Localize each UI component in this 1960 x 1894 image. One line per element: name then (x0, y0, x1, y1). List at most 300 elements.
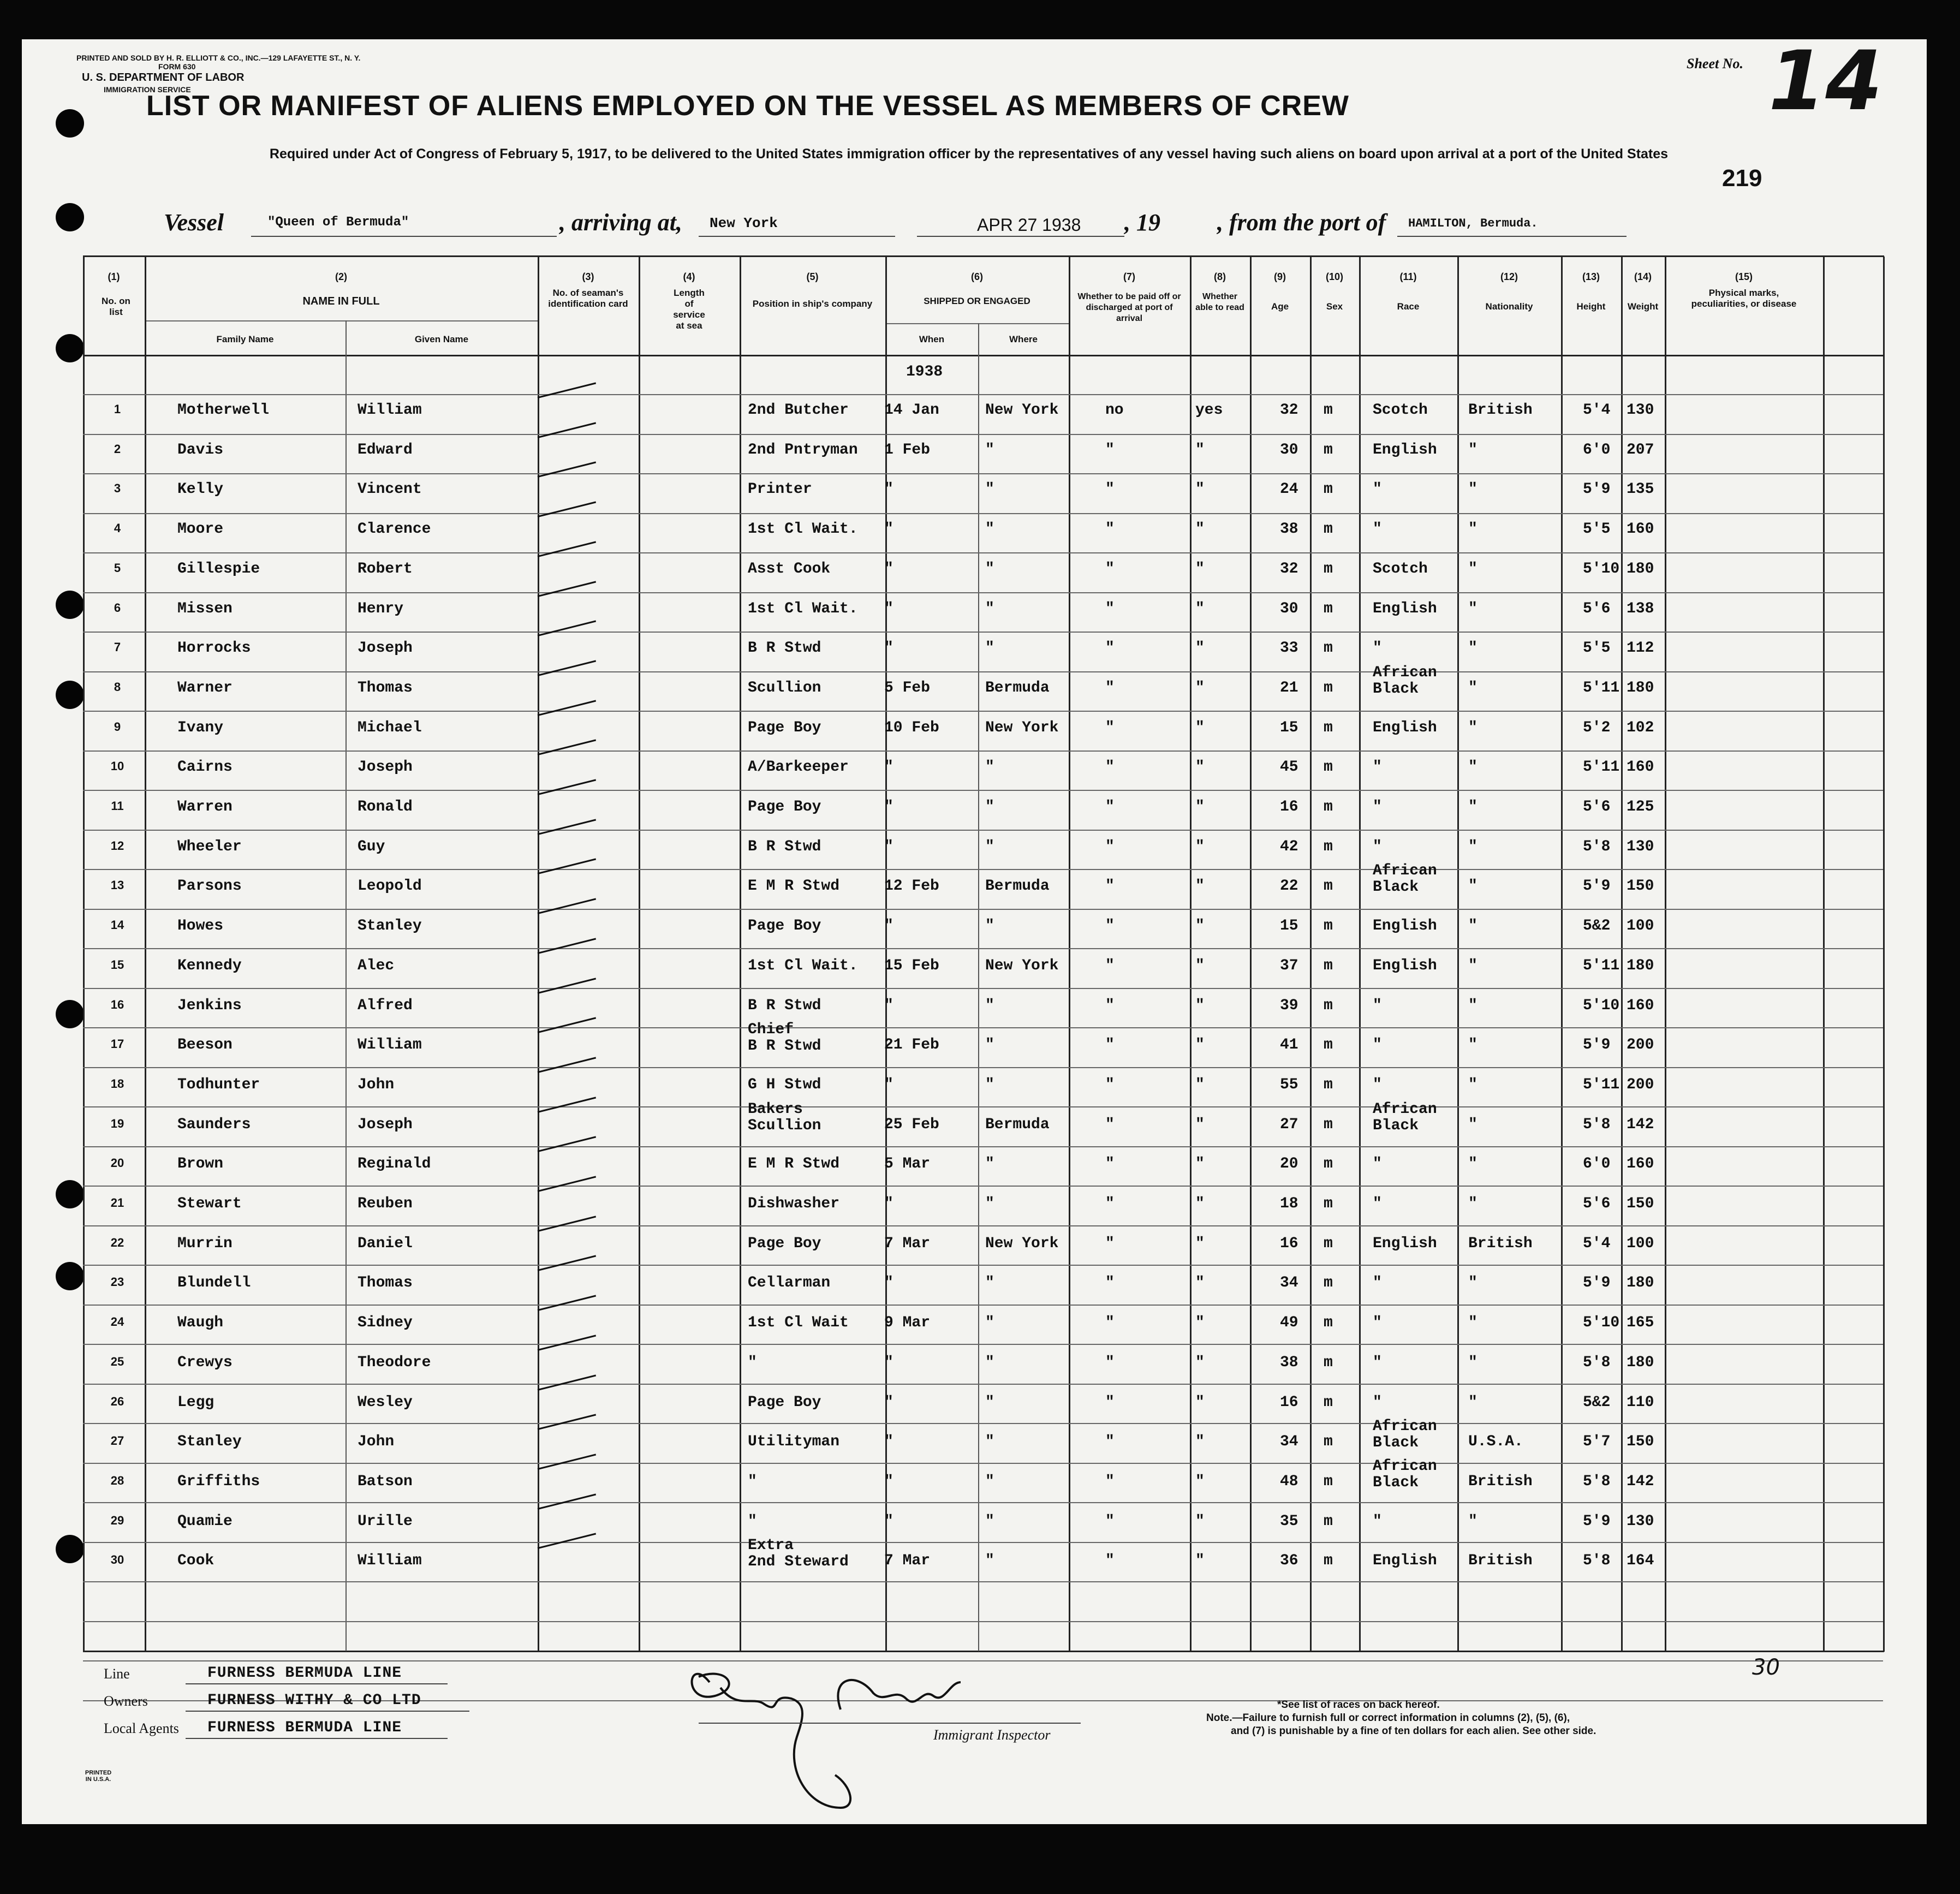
cell-race: " (1373, 1037, 1382, 1054)
tick-mark (538, 462, 596, 478)
cell-weight: 125 (1627, 799, 1654, 815)
cell-age: 35 (1280, 1512, 1298, 1530)
cell-when: 25 Feb (884, 1116, 939, 1133)
cell-given: Joseph (358, 759, 413, 776)
shipped-year: 1938 (906, 364, 943, 380)
cell-family: Parsons (177, 878, 242, 895)
tick-mark (538, 382, 596, 398)
column-rule (1359, 257, 1361, 1652)
cell-height: 6'0 (1583, 441, 1611, 458)
cell-nat: " (1468, 838, 1478, 855)
cell-race: African Black (1373, 1100, 1437, 1134)
column-rule (1069, 257, 1070, 1652)
punch-hole (56, 681, 84, 709)
cell-read: yes (1195, 402, 1223, 419)
cell-race: " (1373, 1156, 1382, 1173)
cell-sex: m (1324, 1274, 1333, 1292)
cell-sex: m (1324, 1354, 1333, 1371)
cell-where: " (985, 600, 994, 617)
cell-sex: m (1324, 640, 1333, 657)
cell-height: 5'9 (1583, 878, 1611, 895)
cell-where: " (985, 1037, 994, 1054)
cell-age: 30 (1280, 441, 1298, 458)
cell-nat: British (1468, 1473, 1533, 1490)
vessel-label: Vessel (164, 209, 224, 236)
col-7-header: Whether to be paid off or discharged at port of arrival (1077, 292, 1181, 323)
tick-mark (538, 1255, 596, 1272)
cell-position: " (748, 1512, 757, 1530)
cell-height: 5'8 (1583, 1552, 1611, 1570)
cell-family: Waugh (177, 1314, 224, 1332)
cell-age: 16 (1280, 1235, 1298, 1252)
cell-sex: m (1324, 481, 1333, 498)
cell-given: John (358, 1433, 395, 1451)
cell-paid: " (1105, 1274, 1115, 1292)
cell-weight: 130 (1627, 838, 1654, 855)
cell-no: 15 (110, 957, 124, 972)
cell-position: B R Stwd (748, 640, 821, 657)
cell-race: " (1373, 1195, 1382, 1212)
cell-position: Extra 2nd Steward (748, 1537, 849, 1571)
cell-where: " (985, 1156, 994, 1173)
cell-paid: no (1105, 402, 1124, 419)
cell-age: 15 (1280, 918, 1298, 935)
printer-line: PRINTED AND SOLD BY H. R. ELLIOTT & CO., INC.—129 LAFAYETTE ST., N. Y. (76, 53, 361, 62)
cell-given: Batson (358, 1473, 413, 1490)
tick-mark (538, 541, 596, 557)
cell-position: Page Boy (748, 1393, 821, 1411)
cell-where: " (985, 1195, 994, 1212)
cell-given: Daniel (358, 1235, 413, 1252)
cell-when: " (884, 1354, 893, 1371)
col-3-header: No. of seaman's identification card (548, 288, 628, 309)
cell-paid: " (1105, 1195, 1115, 1212)
cell-read: " (1195, 1314, 1205, 1332)
shipping-line: FURNESS BERMUDA LINE (207, 1665, 402, 1682)
cell-no: 10 (110, 759, 124, 773)
row-rule (83, 1542, 1883, 1543)
cell-family: Warner (177, 679, 233, 696)
column-rule (740, 257, 741, 1652)
cell-when: " (884, 1274, 893, 1292)
cell-read: " (1195, 1473, 1205, 1490)
cell-family: Ivany (177, 719, 224, 736)
row-rule (83, 1225, 1883, 1226)
cell-age: 34 (1280, 1433, 1298, 1451)
tick-mark (538, 1176, 596, 1192)
cell-where: Bermuda (985, 1116, 1050, 1133)
cell-height: 5'7 (1583, 1433, 1611, 1451)
cell-nat: " (1468, 1274, 1478, 1292)
cell-read: " (1195, 1433, 1205, 1451)
row-rule (83, 1106, 1883, 1107)
punch-hole (56, 1535, 84, 1563)
cell-where: " (985, 1393, 994, 1411)
cell-family: Motherwell (177, 402, 270, 419)
cell-nat: " (1468, 719, 1478, 736)
date-fill-line (917, 236, 1124, 237)
cell-paid: " (1105, 799, 1115, 815)
cell-paid: " (1105, 1156, 1115, 1173)
cell-family: Davis (177, 441, 224, 458)
cell-age: 18 (1280, 1195, 1298, 1212)
cell-given: Guy (358, 838, 385, 855)
cell-read: " (1195, 759, 1205, 776)
cell-where: Bermuda (985, 878, 1050, 895)
cell-when: " (884, 759, 893, 776)
tick-mark (538, 1493, 596, 1510)
punch-hole (56, 334, 84, 362)
column-rule (1621, 257, 1623, 1652)
cell-weight: 160 (1627, 997, 1654, 1014)
cell-where: " (985, 640, 994, 657)
tick-mark (538, 1454, 596, 1470)
cell-given: William (358, 1037, 422, 1054)
cell-paid: " (1105, 759, 1115, 776)
cell-sex: m (1324, 441, 1333, 458)
cell-weight: 180 (1627, 679, 1654, 696)
header-bottom-line (83, 355, 1884, 356)
cell-nat: " (1468, 640, 1478, 657)
cell-paid: " (1105, 878, 1115, 895)
manifest-sheet (22, 39, 1927, 1824)
cell-age: 34 (1280, 1274, 1298, 1292)
tick-mark (538, 779, 596, 795)
cell-when: 12 Feb (884, 878, 939, 895)
col-14-header: Weight (1627, 301, 1659, 312)
row-rule (83, 1463, 1883, 1464)
cell-height: 5'6 (1583, 799, 1611, 815)
cell-height: 5'9 (1583, 1512, 1611, 1530)
sheet-number: 14 (1768, 39, 1882, 129)
cell-sex: m (1324, 1235, 1333, 1252)
cell-height: 6'0 (1583, 1156, 1611, 1173)
cell-when: " (884, 997, 893, 1014)
tick-mark (538, 1374, 596, 1391)
cell-height: 5'11 (1583, 1076, 1620, 1093)
cell-paid: " (1105, 1473, 1115, 1490)
cell-race: African Black (1373, 862, 1437, 896)
column-rule (345, 320, 347, 1651)
local-agents-label: Local Agents (104, 1720, 179, 1736)
cell-given: Alfred (358, 997, 413, 1014)
col-11-number: (11) (1399, 271, 1417, 282)
cell-read: " (1195, 640, 1205, 657)
col-12-header: Nationality (1485, 301, 1533, 312)
cell-nat: " (1468, 521, 1478, 538)
form-number: FORM 630 (158, 62, 196, 71)
cell-no: 21 (110, 1196, 124, 1210)
cell-age: 49 (1280, 1314, 1298, 1332)
cell-age: 38 (1280, 521, 1298, 538)
cell-height: 5'5 (1583, 521, 1611, 538)
cell-family: Brown (177, 1156, 224, 1173)
cell-height: 5'11 (1583, 759, 1620, 776)
col-10-header: Sex (1326, 301, 1343, 312)
vessel-name: "Queen of Bermuda" (267, 215, 409, 230)
cell-nat: British (1468, 1235, 1533, 1252)
cell-weight: 135 (1627, 481, 1654, 498)
cell-family: Blundell (177, 1274, 251, 1292)
cell-paid: " (1105, 719, 1115, 736)
column-rule (83, 257, 85, 1652)
cell-paid: " (1105, 1235, 1115, 1252)
cell-no: 4 (114, 521, 121, 535)
line-fill-line (186, 1683, 448, 1684)
col-1-number: (1) (108, 271, 120, 282)
cell-nat: " (1468, 1037, 1478, 1054)
col-5-header: Position in ship's company (752, 299, 873, 309)
shipped-where-header: Where (1009, 334, 1038, 344)
column-rule (978, 323, 979, 1651)
tick-mark (538, 581, 596, 597)
col-13-header: Height (1576, 301, 1606, 312)
cell-position: B R Stwd (748, 997, 821, 1014)
cell-where: " (985, 521, 994, 538)
cell-position: Page Boy (748, 799, 821, 815)
cell-height: 5'4 (1583, 402, 1611, 419)
cell-read: " (1195, 1354, 1205, 1371)
cell-race: " (1373, 1076, 1382, 1093)
row-rule (83, 909, 1883, 910)
col-2-number: (2) (335, 271, 347, 282)
row-rule (83, 473, 1883, 474)
cell-nat: British (1468, 402, 1533, 419)
cell-age: 16 (1280, 1393, 1298, 1411)
penalty-note-line-2: and (7) is punishable by a fine of ten dollars for each alien. See other side. (1231, 1725, 1596, 1737)
cell-when: 14 Jan (884, 402, 939, 419)
cell-position: " (748, 1473, 757, 1490)
cell-no: 16 (110, 997, 124, 1011)
cell-read: " (1195, 521, 1205, 538)
cell-sex: m (1324, 679, 1333, 696)
cell-when: " (884, 1512, 893, 1530)
cell-race: Scotch (1373, 560, 1428, 577)
cell-given: Alec (358, 957, 395, 974)
tick-mark (538, 819, 596, 835)
cell-where: " (985, 918, 994, 935)
col-15-header: Physical marks, peculiarities, or disease (1691, 288, 1797, 309)
cell-sex: m (1324, 957, 1333, 974)
cell-paid: " (1105, 838, 1115, 855)
cell-age: 36 (1280, 1552, 1298, 1570)
cell-weight: 110 (1627, 1393, 1654, 1411)
cell-race: English (1373, 441, 1437, 458)
cell-no: 22 (110, 1235, 124, 1249)
col-3-number: (3) (582, 271, 594, 282)
cell-paid: " (1105, 640, 1115, 657)
tick-mark (538, 1057, 596, 1073)
cell-age: 55 (1280, 1076, 1298, 1093)
year-label: , 19 (1124, 209, 1160, 236)
cell-read: " (1195, 1037, 1205, 1054)
cell-when: 7 Mar (884, 1552, 931, 1570)
cell-nat: U.S.A. (1468, 1433, 1523, 1451)
cell-position: Cellarman (748, 1274, 831, 1292)
cell-weight: 150 (1627, 878, 1654, 895)
cell-when: 10 Feb (884, 719, 939, 736)
cell-where: " (985, 759, 994, 776)
cell-given: Reginald (358, 1156, 431, 1173)
tick-mark (538, 660, 596, 676)
from-port-label: , from the port of (1217, 209, 1386, 236)
cell-read: " (1195, 878, 1205, 895)
cell-weight: 130 (1627, 402, 1654, 419)
cell-when: " (884, 1393, 893, 1411)
cell-when: " (884, 600, 893, 617)
column-rule (145, 257, 146, 1652)
cell-position: Page Boy (748, 1235, 821, 1252)
cell-when: 7 Mar (884, 1235, 931, 1252)
cell-weight: 160 (1627, 759, 1654, 776)
penalty-note-line-1: Note.—Failure to furnish full or correct information in columns (2), (5), (6), (1206, 1712, 1570, 1724)
cell-position: E M R Stwd (748, 1156, 840, 1173)
cell-paid: " (1105, 1512, 1115, 1530)
service-name: IMMIGRATION SERVICE (104, 85, 191, 94)
vessel-fill-line (251, 236, 557, 237)
cell-family: Cook (177, 1552, 215, 1570)
punch-hole (56, 203, 84, 231)
cell-age: 38 (1280, 1354, 1298, 1371)
cell-when: " (884, 918, 893, 935)
cell-age: 30 (1280, 600, 1298, 617)
cell-sex: m (1324, 1473, 1333, 1490)
cell-no: 27 (110, 1434, 124, 1448)
sheet-number-label: Sheet No. (1687, 56, 1743, 72)
cell-age: 20 (1280, 1156, 1298, 1173)
cell-sex: m (1324, 560, 1333, 577)
row-rule (83, 1581, 1883, 1582)
row-rule (83, 711, 1883, 712)
cell-sex: m (1324, 1433, 1333, 1451)
cell-position: G H Stwd (748, 1076, 821, 1093)
cell-paid: " (1105, 1116, 1115, 1133)
cell-paid: " (1105, 1037, 1115, 1054)
column-rule (1310, 257, 1312, 1652)
cell-weight: 160 (1627, 521, 1654, 538)
cell-height: 5&2 (1583, 1393, 1611, 1411)
cell-position: A/Barkeeper (748, 759, 849, 776)
document-title: LIST OR MANIFEST OF ALIENS EMPLOYED ON THE VESSEL AS MEMBERS OF CREW (146, 90, 1349, 122)
cell-height: 5'6 (1583, 1195, 1611, 1212)
col-15-number: (15) (1735, 271, 1753, 282)
cell-weight: 150 (1627, 1433, 1654, 1451)
cell-family: Warren (177, 799, 233, 815)
col-1-header: No. on list (102, 296, 130, 317)
column-rule (1250, 257, 1252, 1652)
col-9-header: Age (1271, 301, 1289, 312)
cell-weight: 180 (1627, 1274, 1654, 1292)
column-rule (1457, 257, 1459, 1652)
cell-weight: 142 (1627, 1473, 1654, 1490)
cell-sex: m (1324, 1037, 1333, 1054)
cell-no: 9 (114, 719, 121, 734)
cell-read: " (1195, 918, 1205, 935)
cell-nat: " (1468, 878, 1478, 895)
cell-given: Michael (358, 719, 422, 736)
col-12-number: (12) (1500, 271, 1518, 282)
cell-read: " (1195, 799, 1205, 815)
corner-mark: 30 (1752, 1655, 1780, 1680)
owners-label: Owners (104, 1693, 148, 1709)
cell-nat: " (1468, 1354, 1478, 1371)
cell-when: " (884, 1076, 893, 1093)
cell-where: " (985, 1314, 994, 1332)
cell-height: 5'8 (1583, 1473, 1611, 1490)
cell-race: " (1373, 481, 1382, 498)
cell-when: " (884, 1433, 893, 1451)
cell-where: " (985, 1433, 994, 1451)
cell-no: 28 (110, 1473, 124, 1487)
cell-sex: m (1324, 600, 1333, 617)
row-rule (83, 830, 1883, 831)
arrival-fill-line (699, 236, 895, 237)
cell-position: 1st Cl Wait (748, 1314, 849, 1332)
row-rule (83, 988, 1883, 989)
row-rule (83, 671, 1883, 672)
col-8-number: (8) (1214, 271, 1226, 282)
cell-family: Quamie (177, 1512, 233, 1530)
cell-race: English (1373, 957, 1437, 974)
cell-age: 42 (1280, 838, 1298, 855)
cell-family: Moore (177, 521, 224, 538)
col-2-header: NAME IN FULL (302, 295, 380, 307)
cell-no: 25 (110, 1354, 124, 1368)
cell-where: New York (985, 719, 1059, 736)
cell-paid: " (1105, 560, 1115, 577)
tick-mark (538, 502, 596, 518)
shipped-when-header: When (919, 334, 945, 344)
cell-age: 21 (1280, 679, 1298, 696)
col-14-number: (14) (1634, 271, 1652, 282)
cell-weight: 200 (1627, 1037, 1654, 1054)
cell-weight: 130 (1627, 1512, 1654, 1530)
row-rule (83, 790, 1883, 791)
cell-given: Clarence (358, 521, 431, 538)
cell-family: Howes (177, 918, 224, 935)
cell-family: Cairns (177, 759, 233, 776)
cell-given: Theodore (358, 1354, 431, 1371)
col-6-number: (6) (971, 271, 983, 282)
tick-mark (538, 1017, 596, 1034)
cell-given: John (358, 1076, 395, 1093)
cell-family: Stewart (177, 1195, 242, 1212)
cell-given: Ronald (358, 799, 413, 815)
cell-height: 5'4 (1583, 1235, 1611, 1252)
cell-family: Crewys (177, 1354, 233, 1371)
cell-nat: " (1468, 1156, 1478, 1173)
tick-mark (538, 1533, 596, 1550)
cell-read: " (1195, 957, 1205, 974)
cell-nat: " (1468, 1314, 1478, 1332)
cell-nat: " (1468, 560, 1478, 577)
cell-nat: " (1468, 1076, 1478, 1093)
inspector-label: Immigrant Inspector (933, 1727, 1051, 1743)
row-rule (83, 869, 1883, 870)
cell-nat: " (1468, 759, 1478, 776)
column-rule (538, 257, 539, 1652)
row-rule (83, 394, 1883, 395)
cell-race: " (1373, 640, 1382, 657)
cell-age: 33 (1280, 640, 1298, 657)
cell-paid: " (1105, 918, 1115, 935)
row-rule (83, 1186, 1883, 1187)
cell-weight: 102 (1627, 719, 1654, 736)
cell-sex: m (1324, 918, 1333, 935)
cell-age: 45 (1280, 759, 1298, 776)
cell-read: " (1195, 600, 1205, 617)
cell-family: Wheeler (177, 838, 242, 855)
